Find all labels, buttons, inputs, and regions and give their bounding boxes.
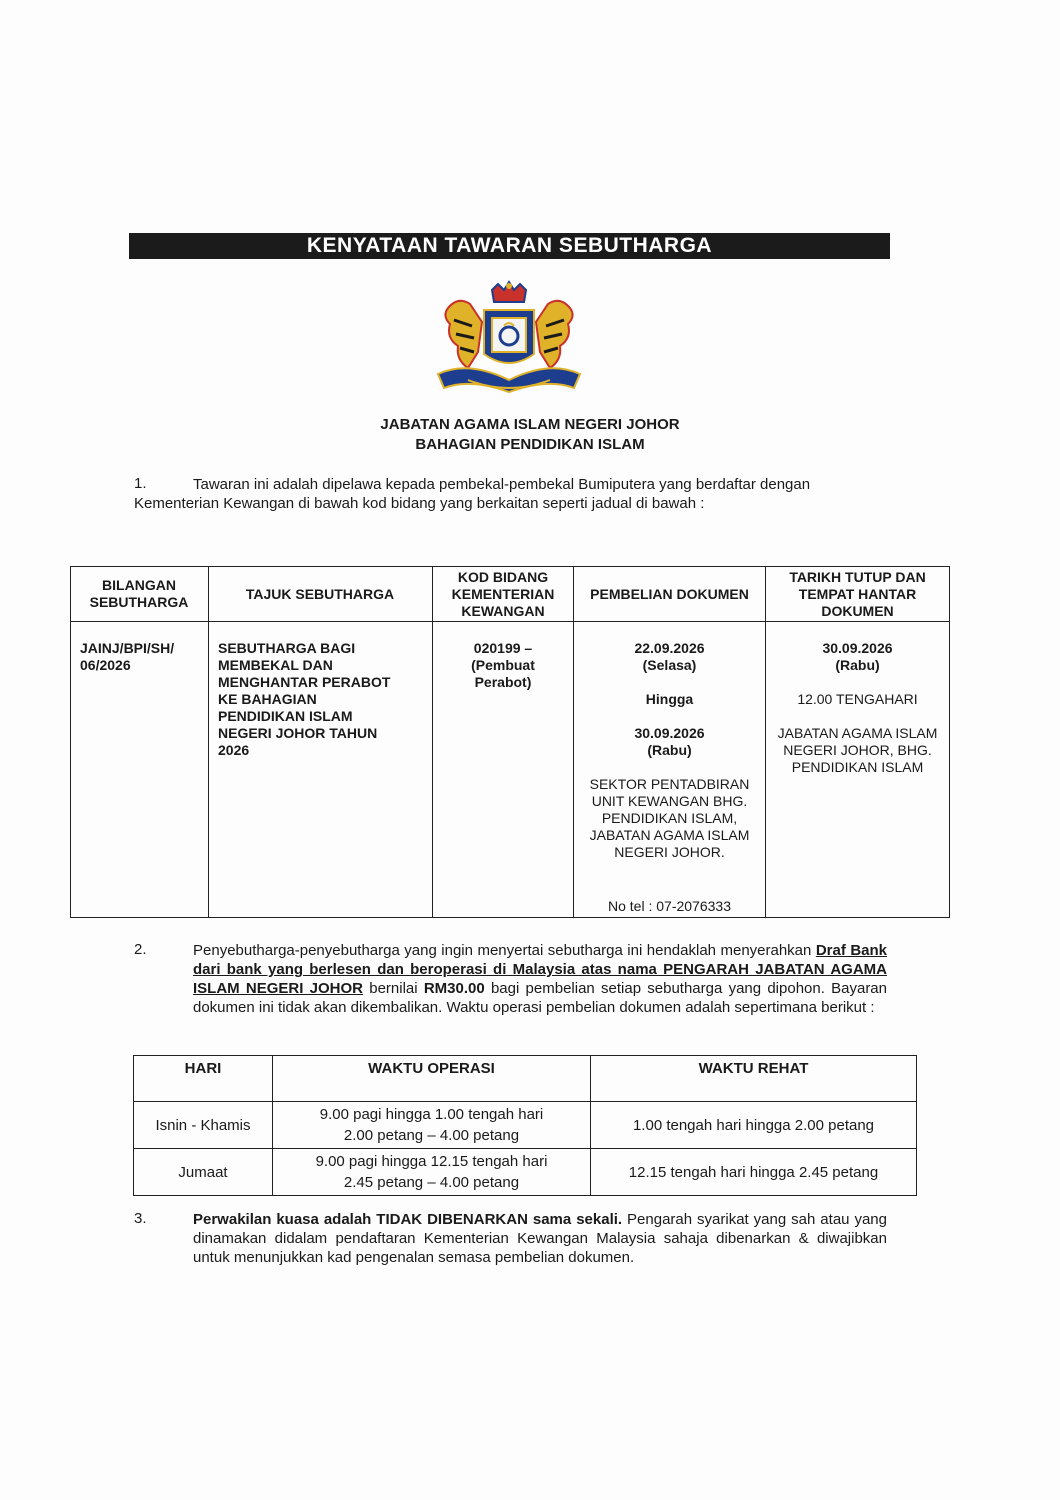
para3-number: 3. (134, 1210, 147, 1227)
header-kod-bidang: KOD BIDANG KEMENTERIAN KEWANGAN (433, 567, 574, 622)
para2-payee: Draf Bank dari bank yang berlesen dan beroperasi di Malaysia atas nama PENGARAH JABATAN AGAMA ISLAM NEGERI JOHOR (193, 942, 887, 997)
para2-text-a: Penyebutharga-penyebutharga yang ingin menyertai sebutharga ini hendaklah menyerahkan (193, 942, 812, 959)
close-time: 12.00 TENGAHARI (797, 691, 918, 707)
close-day: (Rabu) (835, 657, 880, 673)
kod-line3: Perabot) (474, 674, 532, 690)
table-row (134, 1102, 917, 1149)
cell-waktu-operasi (273, 1149, 591, 1196)
para3-bold: Perwakilan kuasa adalah TIDAK DIBENARKAN sama sekali. (193, 1211, 623, 1228)
table-row (71, 622, 950, 918)
cell-tarikh-tutup (766, 622, 950, 918)
header-waktu-rehat: WAKTU REHAT (591, 1056, 917, 1102)
cell-kod-bidang (433, 622, 574, 918)
cell-pembelian (574, 622, 766, 918)
cell-hari: Jumaat (134, 1149, 273, 1196)
cell-waktu-rehat: 12.15 tengah hari hingga 2.45 petang (591, 1149, 917, 1196)
table-row (134, 1149, 917, 1196)
tajuk-text: SEBUTHARGA BAGI MEMBEKAL DAN MENGHANTAR PERABOT KE BAHAGIAN PENDIDIKAN ISLAM NEGERI JOHOR TAHUN 2026 (218, 640, 391, 758)
purchase-place: SEKTOR PENTADBIRAN UNIT KEWANGAN BHG. PENDIDIKAN ISLAM, JABATAN AGAMA ISLAM NEGERI JOHOR. (589, 776, 750, 860)
johor-coat-of-arms-emblem (428, 280, 590, 400)
bilangan-line1: JAINJ/BPI/SH/ (80, 640, 175, 656)
operasi-line2: 2.00 petang – 4.00 petang (343, 1127, 520, 1144)
tender-table-header (71, 567, 950, 622)
cell-hari: Isnin - Khamis (134, 1102, 273, 1149)
phone-number: No tel : 07-2076333 (608, 898, 731, 914)
org-division: BAHAGIAN PENDIDIKAN ISLAM (415, 436, 645, 453)
close-date: 30.09.2026 (822, 640, 893, 656)
close-place: JABATAN AGAMA ISLAM NEGERI JOHOR, BHG. PENDIDIKAN ISLAM (777, 725, 938, 775)
kod-line1: 020199 – (473, 640, 533, 656)
para3-body: Pengarah syarikat yang sah atau yang dinamakan didalam pendaftaran Kementerian Kewangan Malaysia sahaja dibenarkan & diwajibkan untuk menunjukkan kad pengenalan semasa pembelian dokumen. (193, 1211, 887, 1266)
para1-line2: Kementerian Kewangan di bawah kod bidang yang berkaitan seperti jadual di bawah : (134, 495, 705, 512)
operasi-line1: 9.00 pagi hingga 1.00 tengah hari (319, 1106, 544, 1123)
header-waktu-operasi: WAKTU OPERASI (273, 1056, 591, 1102)
start-day: (Selasa) (642, 657, 697, 673)
header-hari: HARI (134, 1056, 273, 1102)
para1-line1: Tawaran ini adalah dipelawa kepada pembekal-pembekal Bumiputera yang berdaftar dengan (193, 476, 811, 493)
para2-number: 2. (134, 941, 147, 958)
cell-tajuk (209, 622, 433, 918)
para3-text (193, 1210, 887, 1267)
header-tarikh-tutup: TARIKH TUTUP DAN TEMPAT HANTAR DOKUMEN (766, 567, 950, 622)
para2-text (193, 941, 887, 1017)
header-pembelian: PEMBELIAN DOKUMEN (574, 567, 766, 622)
hours-table (133, 1055, 917, 1196)
tender-table (70, 566, 950, 918)
para2-text-b: bernilai (363, 980, 424, 997)
para2-text-c: bagi pembelian setiap sebutharga yang dipohon. Bayaran dokumen ini tidak akan dikembalikan. Waktu operasi pembelian dokumen adalah sepertimana berikut : (193, 980, 887, 1016)
end-date: 30.09.2026 (634, 725, 705, 741)
bilangan-line2: 06/2026 (80, 657, 131, 673)
header-bilangan: BILANGAN SEBUTHARGA (71, 567, 209, 622)
header-tajuk: TAJUK SEBUTHARGA (209, 567, 433, 622)
para1-number: 1. (134, 475, 147, 492)
start-date: 22.09.2026 (634, 640, 705, 656)
banner-title: KENYATAAN TAWARAN SEBUTHARGA (129, 233, 890, 259)
operasi-line2: 2.45 petang – 4.00 petang (343, 1174, 520, 1191)
cell-waktu-rehat: 1.00 tengah hari hingga 2.00 petang (591, 1102, 917, 1149)
para2-amount: RM30.00 (423, 980, 485, 997)
hours-table-header (134, 1056, 917, 1102)
hingga-label: Hingga (645, 691, 694, 707)
kod-line2: (Pembuat (471, 657, 535, 673)
cell-bilangan (71, 622, 209, 918)
cell-waktu-operasi (273, 1102, 591, 1149)
operasi-line1: 9.00 pagi hingga 12.15 tengah hari (315, 1153, 548, 1170)
end-day: (Rabu) (647, 742, 692, 758)
org-name: JABATAN AGAMA ISLAM NEGERI JOHOR (380, 416, 680, 433)
